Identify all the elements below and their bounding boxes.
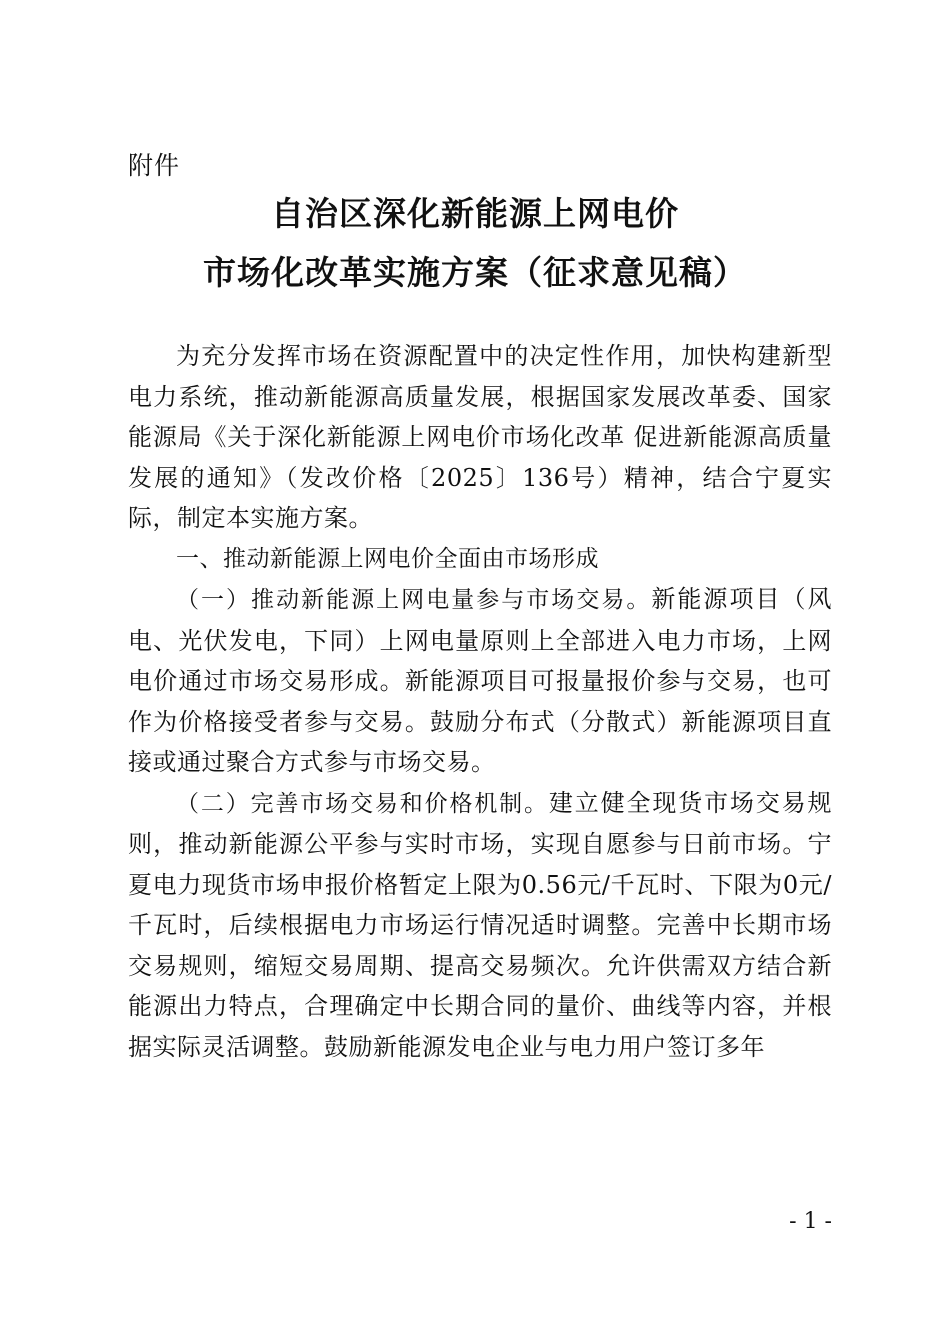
page-number: - 1 - xyxy=(789,1209,832,1234)
section1-heading: 一、推动新能源上网电价全面由市场形成 xyxy=(176,545,599,572)
item1-lead: （一）推动新能源上网电量参与市场交易。 xyxy=(176,587,652,613)
item1-text: 新能源项目（风电、光伏发电，下同）上网电量原则上全部进入电力市场，上网电价通过市场交易形成。新能源项目可报量报价参与交易，也可作为价格接受者参与交易。鼓励分布式（分散式）新能源项目直接或通过聚合方式参与市场交易。 xyxy=(128,585,833,776)
document-title-line2: 市场化改革实施方案（征求意见稿） xyxy=(203,253,747,292)
item2-paragraph xyxy=(128,783,832,1068)
document-title-line1: 自治区深化新能源上网电价 xyxy=(271,194,679,233)
document-body xyxy=(128,336,832,1067)
intro-paragraph: 为充分发挥市场在资源配置中的决定性作用，加快构建新型电力系统，推动新能源高质量发展，根据国家发展改革委、国家能源局《关于深化新能源上网电价市场化改革 促进新能源高质量发展的通知》（发改价格〔2025〕136号）精神，结合宁夏实际，制定本实施方案。 xyxy=(128,342,832,532)
item2-lead: （二）完善市场交易和价格机制。 xyxy=(176,790,549,817)
item2-text: 建立健全现货市场交易规则，推动新能源公平参与实时市场，实现自愿参与日前市场。宁夏电力现货市场申报价格暂定上限为0.56元/千瓦时、下限为0元/千瓦时，后续根据电力市场运行情况适时调整。完善中长期市场交易规则，缩短交易周期、提高交易频次。允许供需双方结合新能源出力特点，合理确定中长期合同的量价、曲线等内容，并根据实际灵活调整。鼓励新能源发电企业与电力用户签订多年 xyxy=(128,788,833,1061)
item1-paragraph xyxy=(128,579,832,783)
attachment-label: 附件 xyxy=(128,151,181,180)
